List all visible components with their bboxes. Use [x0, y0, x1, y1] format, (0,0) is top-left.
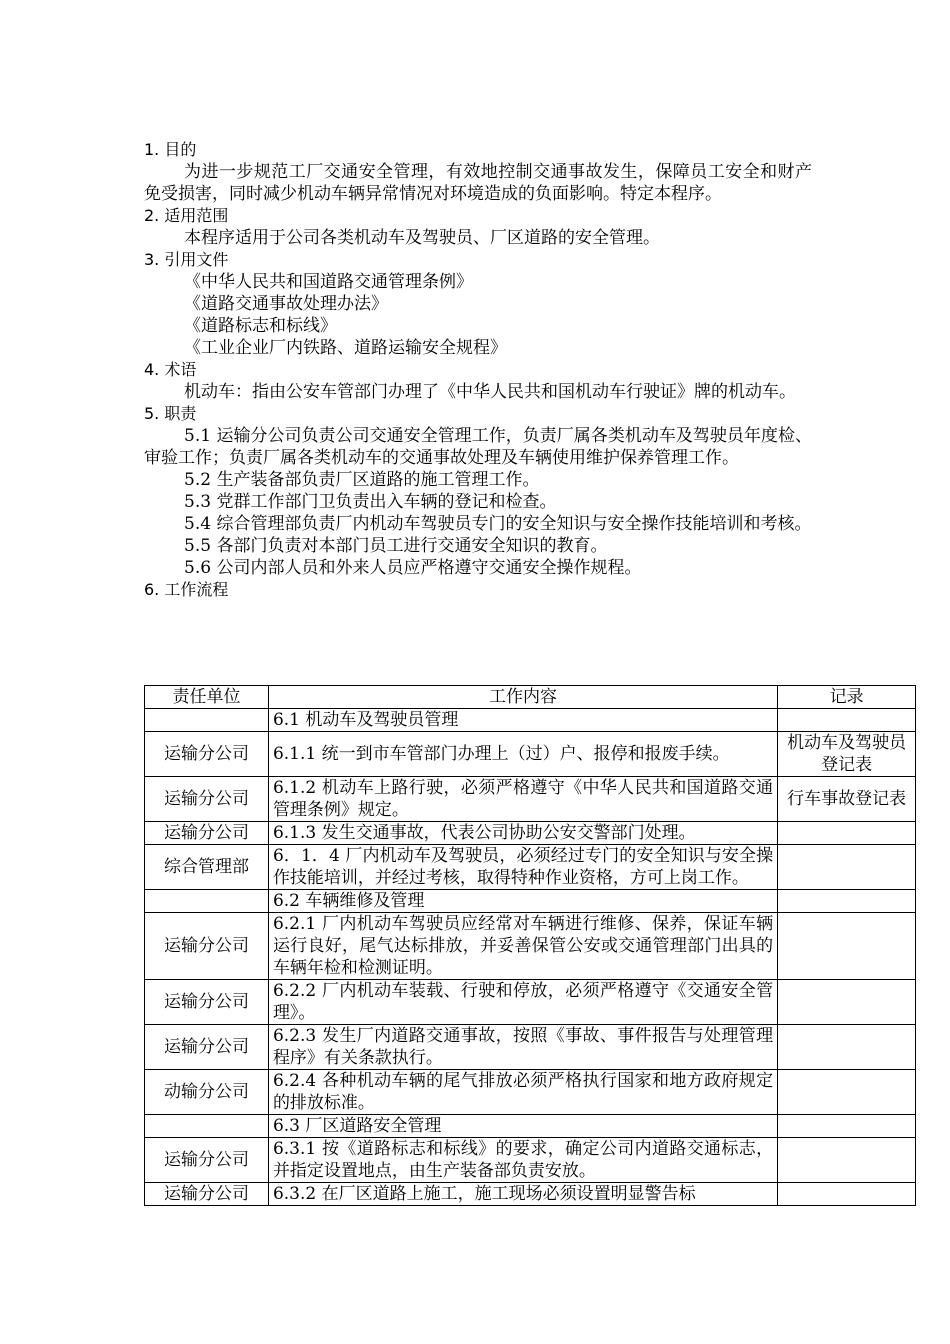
table-row: [145, 709, 916, 732]
cell-unit: 综合管理部: [145, 845, 269, 890]
cell-work: 6.2.3 发生厂内道路交通事故，按照《事故、事件报告与处理管理程序》有关条款执行。: [268, 1025, 777, 1070]
section-1-title: 1. 目的: [144, 140, 197, 159]
table-row: [145, 980, 916, 1025]
cell-work: 6.2 车辆维修及管理: [268, 890, 777, 913]
cell-work: 6.1.1 统一到市车管部门办理上（过）户、报停和报废手续。: [268, 732, 777, 777]
reference-item: 《工业企业厂内铁路、道路运输安全规程》: [184, 338, 507, 358]
reference-item: 《道路交通事故处理办法》: [184, 294, 388, 314]
cell-unit: 运输分公司: [145, 913, 269, 980]
header-record: 记录: [778, 686, 916, 709]
cell-work: 6.2.4 各种机动车辆的尾气排放必须严格执行国家和地方政府规定的排放标准。: [268, 1070, 777, 1115]
cell-work: 6．1．4 厂内机动车及驾驶员，必须经过专门的安全知识与安全操作技能培训，并经过考核，取得特种作业资格，方可上岗工作。: [268, 845, 777, 890]
table-header-row: [145, 686, 916, 709]
cell-work: 6.2.1 厂内机动车驾驶员应经常对车辆进行维修、保养，保证车辆运行良好，尾气达标排放，并妥善保管公安或交通管理部门出具的车辆年检和检测证明。: [268, 913, 777, 980]
cell-record: [778, 709, 916, 732]
cell-record: [778, 1183, 916, 1206]
table-row: [145, 1115, 916, 1138]
cell-unit: 运输分公司: [145, 732, 269, 777]
reference-item: 《道路标志和标线》: [184, 316, 337, 336]
cell-record: 机动车及驾驶员登记表: [778, 732, 916, 777]
cell-work: 6.3 厂区道路安全管理: [268, 1115, 777, 1138]
cell-record: [778, 1025, 916, 1070]
cell-work: 6.1 机动车及驾驶员管理: [268, 709, 777, 732]
duty-item: 5.5 各部门负责对本部门员工进行交通安全知识的教育。: [184, 536, 608, 556]
cell-record: [778, 1138, 916, 1183]
table-row: [145, 1070, 916, 1115]
cell-unit: 运输分公司: [145, 777, 269, 822]
section-2-text: 本程序适用于公司各类机动车及驾驶员、厂区道路的安全管理。: [184, 228, 660, 248]
table-row: [145, 732, 916, 777]
duty-item: 5.1 运输分公司负责公司交通安全管理工作，负责厂属各类机动车及驾驶员年度检、审验工作；负责厂属各类机动车的交通事故处理及车辆使用维护保养管理工作。: [144, 426, 812, 468]
workflow-table: [144, 685, 916, 1206]
cell-work: 6.1.3 发生交通事故，代表公司协助公安交警部门处理。: [268, 822, 777, 845]
duty-item: 5.6 公司内部人员和外来人员应严格遵守交通安全操作规程。: [184, 558, 642, 578]
duty-item: 5.3 党群工作部门卫负责出入车辆的登记和检查。: [184, 492, 557, 512]
header-unit: 责任单位: [145, 686, 269, 709]
table-row: [145, 890, 916, 913]
cell-record: [778, 890, 916, 913]
header-work: 工作内容: [268, 686, 777, 709]
cell-record: [778, 1115, 916, 1138]
cell-work: 6.3.1 按《道路标志和标线》的要求，确定公司内道路交通标志，并指定设置地点，由生产装备部负责安放。: [268, 1138, 777, 1183]
cell-record: [778, 1070, 916, 1115]
duty-item: 5.2 生产装备部负责厂区道路的施工管理工作。: [184, 470, 540, 490]
table-row: [145, 777, 916, 822]
table-row: [145, 913, 916, 980]
table-row: [145, 1138, 916, 1183]
cell-unit: 运输分公司: [145, 1183, 269, 1206]
cell-work: 6.3.2 在厂区道路上施工，施工现场必须设置明显警告标: [268, 1183, 777, 1206]
cell-record: [778, 980, 916, 1025]
section-5-title: 5. 职责: [144, 404, 197, 423]
cell-record: [778, 845, 916, 890]
cell-unit: 运输分公司: [145, 1138, 269, 1183]
reference-item: 《中华人民共和国道路交通管理条例》: [184, 272, 473, 292]
cell-record: [778, 913, 916, 980]
cell-unit: 运输分公司: [145, 980, 269, 1025]
cell-unit: 运输分公司: [145, 1025, 269, 1070]
table-body: [145, 709, 916, 1206]
cell-unit: [145, 1115, 269, 1138]
table-row: [145, 1183, 916, 1206]
cell-unit: [145, 709, 269, 732]
table-row: [145, 1025, 916, 1070]
section-4-text: 机动车：指由公安车管部门办理了《中华人民共和国机动车行驶证》牌的机动车。: [184, 382, 796, 402]
section-6-title: 6. 工作流程: [144, 580, 229, 599]
cell-record: [778, 822, 916, 845]
cell-record: 行车事故登记表: [778, 777, 916, 822]
cell-work: 6.2.2 厂内机动车装载、行驶和停放，必须严格遵守《交通安全管理》。: [268, 980, 777, 1025]
duty-item: 5.4 综合管理部负责厂内机动车驾驶员专门的安全知识与安全操作技能培训和考核。: [184, 514, 812, 534]
cell-unit: 运输分公司: [145, 822, 269, 845]
table-row: [145, 845, 916, 890]
section-4-title: 4. 术语: [144, 360, 197, 379]
section-1-text: 为进一步规范工厂交通安全管理，有效地控制交通事故发生，保障员工安全和财产免受损害，同时减少机动车辆异常情况对环境造成的负面影响。特定本程序。: [144, 162, 812, 204]
table-row: [145, 822, 916, 845]
section-2-title: 2. 适用范围: [144, 206, 229, 225]
section-3-title: 3. 引用文件: [144, 250, 229, 269]
cell-unit: 动输分公司: [145, 1070, 269, 1115]
document-body: [144, 139, 812, 601]
cell-unit: [145, 890, 269, 913]
cell-work: 6.1.2 机动车上路行驶，必须严格遵守《中华人民共和国道路交通管理条例》规定。: [268, 777, 777, 822]
